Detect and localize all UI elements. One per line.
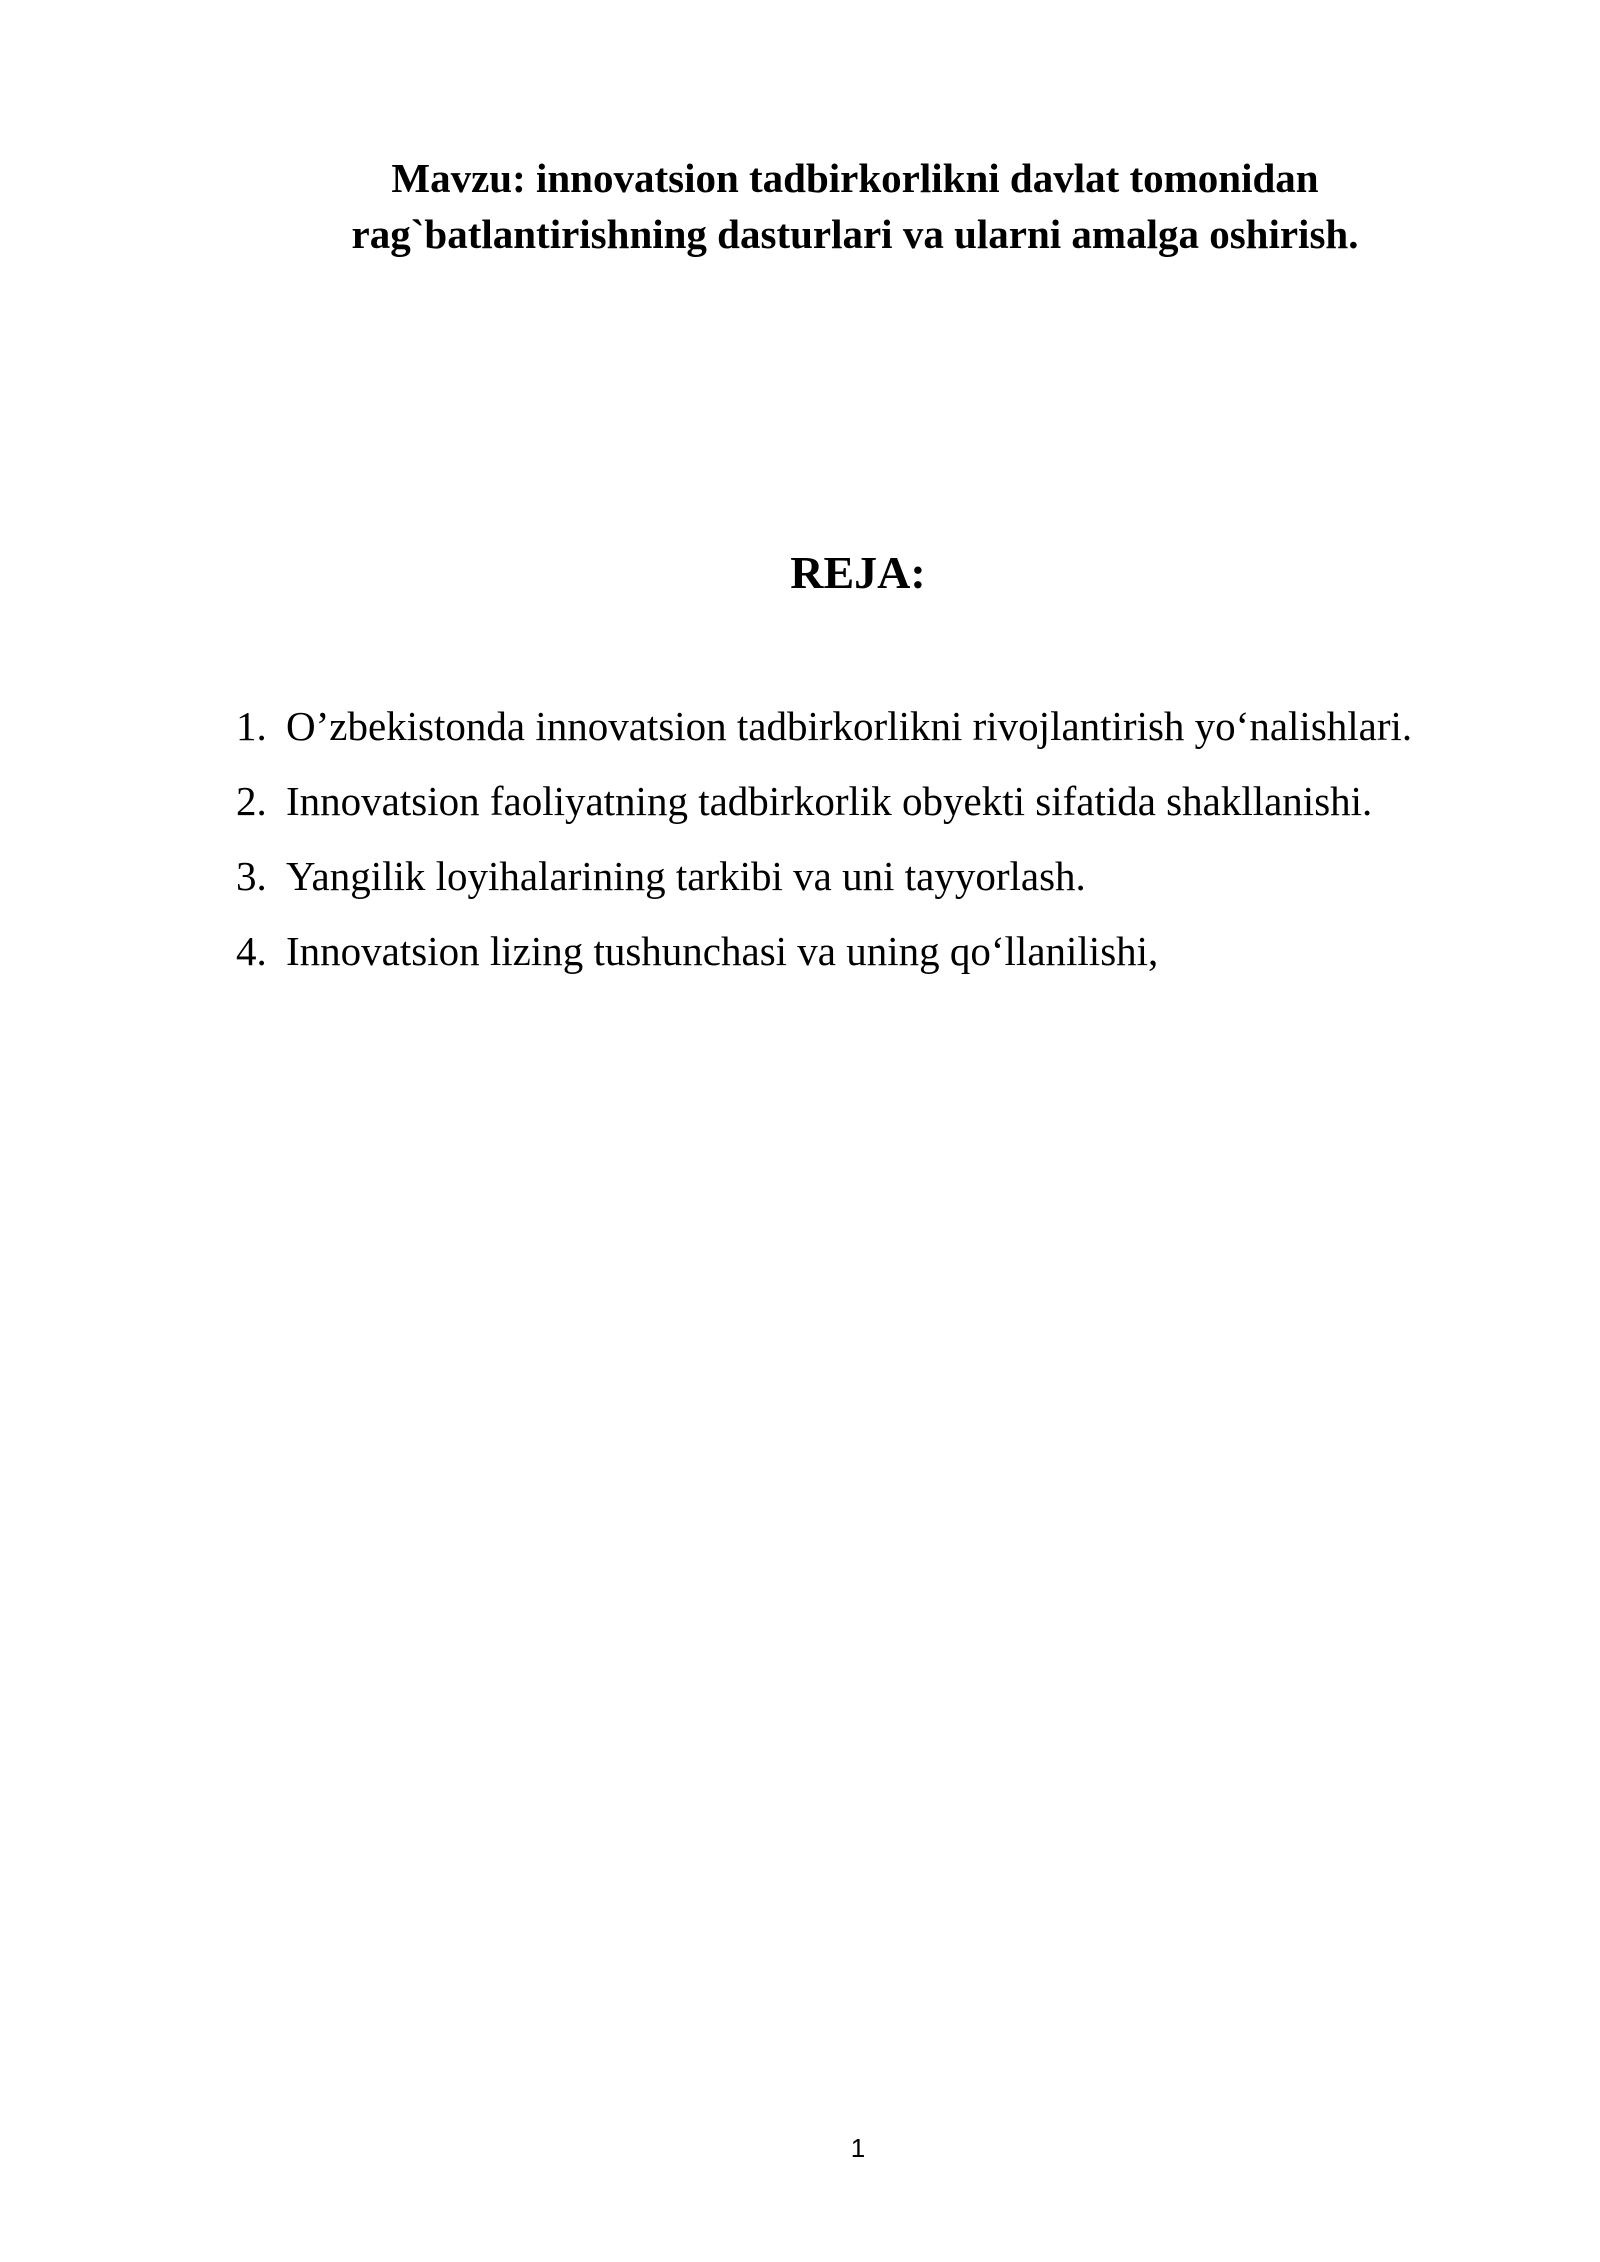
- plan-heading: REJA:: [790, 547, 926, 598]
- page-number: 1: [850, 2133, 866, 2163]
- title-line-1: Mavzu: innovatsion tadbirkorlikni davlat tomonidan: [391, 155, 1319, 201]
- plan-item-number: 3.: [236, 853, 267, 899]
- title-line-2: rag`batlantirishning dasturlari va ularni amalga oshirish.: [351, 211, 1359, 257]
- plan-item-text: Innovatsion faoliyatning tadbirkorlik obyekti sifatida shakllanishi.: [286, 778, 1373, 824]
- plan-item-3: [236, 848, 1536, 923]
- plan-item-number: 2.: [236, 778, 267, 824]
- plan-item-number: 4.: [236, 928, 267, 974]
- plan-list: [236, 698, 1536, 998]
- plan-item-number: 1.: [236, 703, 267, 749]
- plan-item-2: [236, 773, 1536, 848]
- plan-item-text: Yangilik loyihalarining tarkibi va uni tayyorlash.: [286, 853, 1086, 899]
- plan-item-1: [236, 698, 1536, 773]
- plan-item-text: O’zbekistonda innovatsion tadbirkorlikni rivojlantirish yo‘nalishlari.: [286, 703, 1413, 749]
- document-title: [240, 150, 1470, 262]
- plan-item-4: [236, 923, 1536, 998]
- plan-item-text: Innovatsion lizing tushunchasi va uning qo‘llanilishi,: [286, 928, 1159, 974]
